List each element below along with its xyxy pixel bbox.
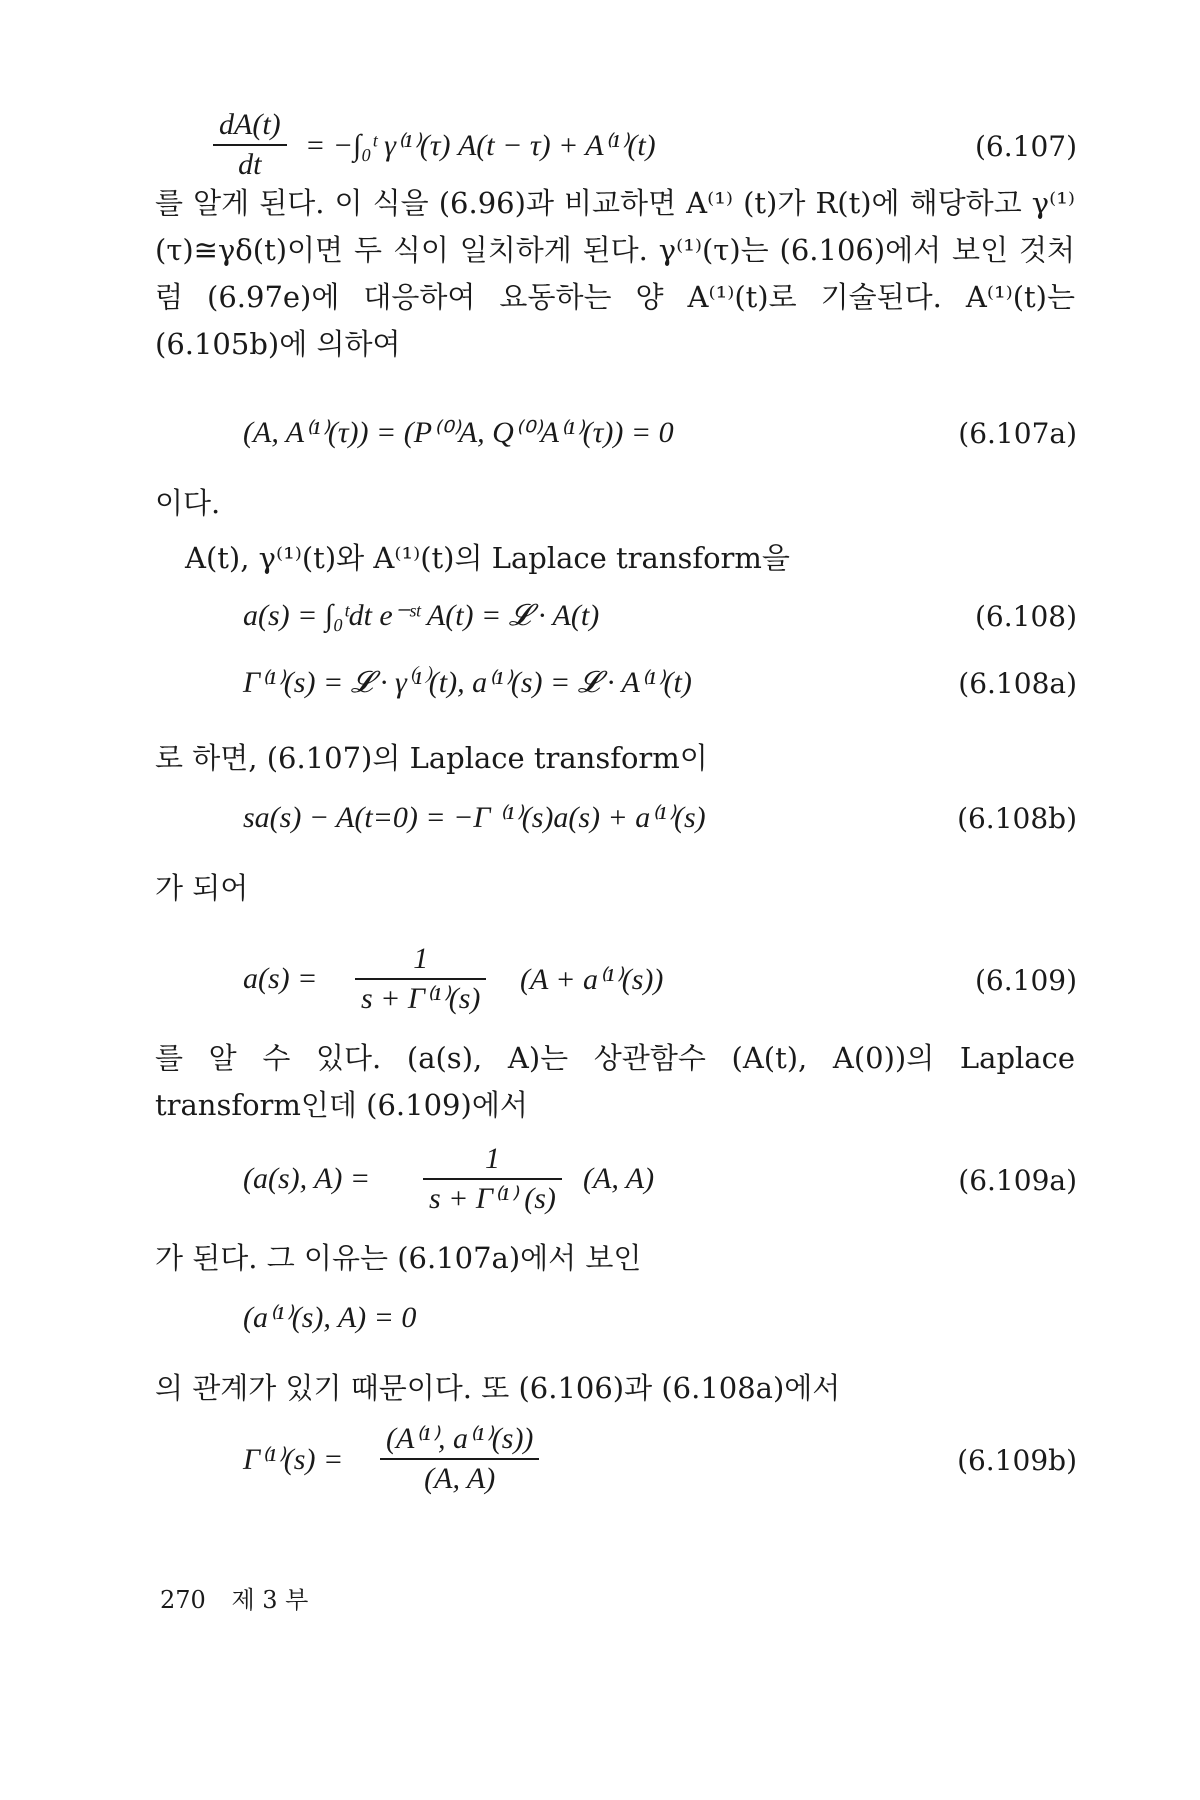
equation-body: Γ⁽¹⁾(s) = 𝓛 · γ⁽¹⁾(t), a⁽¹⁾(s) = 𝓛 · A⁽¹⁾(t): [243, 666, 692, 699]
section-label: 제 3 부: [231, 1586, 309, 1614]
equation-6-109a: [155, 1140, 1077, 1220]
equation-rhs: (A, A): [583, 1162, 655, 1195]
equation-6-107: [155, 108, 1077, 181]
paragraph: 를 알게 된다. 이 식을 (6.96)과 비교하면 A⁽¹⁾ (t)가 R(t)에 해당하고 γ⁽¹⁾(τ)≅γδ(t)이면 두 식이 일치하게 된다. γ⁽¹⁾(τ)는 (6.106)에서 보인 것처럼 (6.97e)에 대응하여 요동하는 양 A⁽¹⁾(t)로 기술된다. A⁽¹⁾(t)는 (6.105b)에 의하여: [155, 186, 1075, 361]
equation-6-109b: [155, 1420, 1077, 1500]
paragraph: 의 관계가 있기 때문이다. 또 (6.106)과 (6.108a)에서: [155, 1371, 841, 1405]
page-number: 270: [160, 1586, 206, 1614]
equation-number: (6.109): [974, 964, 1077, 997]
equation-number: (6.107a): [958, 417, 1077, 450]
fraction: $\frac{1}{\text{s + Γ⁽¹⁾ (s)}}$: [423, 1140, 562, 1218]
equation-unnumbered: [155, 1300, 1077, 1360]
paragraph: 를 알 수 있다. (a(s), A)는 상관함수 (A(t), A(0))의 Laplace transform인데 (6.109)에서: [155, 1041, 1075, 1122]
equation-body: (a⁽¹⁾(s), A) = 0: [243, 1301, 417, 1334]
fraction: $\frac{1}{\text{s + Γ⁽¹⁾(s)}}$: [355, 940, 486, 1018]
equation-lhs: a(s) =: [243, 962, 318, 995]
paragraph: 가 된다. 그 이유는 (6.107a)에서 보인: [155, 1241, 642, 1275]
paragraph: 로 하면, (6.107)의 Laplace transform이: [155, 741, 708, 775]
equation-number: (6.108): [974, 600, 1077, 633]
equation-rhs: (A + a⁽¹⁾(s)): [520, 963, 664, 996]
equation-lhs: Γ⁽¹⁾(s) =: [243, 1443, 344, 1476]
derivative-fraction: $\frac{dA(t)}{dt}$: [213, 106, 287, 184]
equation-number: (6.108a): [958, 667, 1077, 700]
equation-body: sa(s) − A(t=0) = −Γ ⁽¹⁾(s)a(s) + a⁽¹⁾(s): [243, 801, 706, 834]
equation-lhs: (a(s), A) =: [243, 1162, 371, 1195]
paragraph: A(t), γ⁽¹⁾(t)와 A⁽¹⁾(t)의 Laplace transform을: [185, 541, 790, 575]
equation-6-108: [155, 598, 1077, 658]
equation-number: (6.108b): [957, 802, 1077, 835]
equation-6-108a: [155, 665, 1077, 725]
page-footer: [160, 1580, 308, 1615]
equation-number: (6.109b): [957, 1444, 1077, 1477]
equation-number: (6.107): [974, 130, 1077, 163]
equation-rhs: = −∫₀ᵗ γ⁽¹⁾(τ) A(t − τ) + A⁽¹⁾(t): [305, 129, 656, 162]
equation-6-108b: [155, 800, 1077, 860]
equation-6-107a: [155, 415, 1077, 475]
equation-body: (A, A⁽¹⁾(τ)) = (P⁽⁰⁾A, Q⁽⁰⁾A⁽¹⁾(τ)) = 0: [243, 416, 674, 449]
equation-body: a(s) = ∫₀ᵗdt e⁻ˢᵗ A(t) = 𝓛 · A(t): [243, 599, 600, 632]
paragraph: 이다.: [155, 486, 221, 520]
equation-6-109: [155, 940, 1077, 1020]
equation-number: (6.109a): [958, 1164, 1077, 1197]
fraction: $\frac{\text{(A⁽¹⁾, a⁽¹⁾(s))}}{(A, A)}$: [380, 1420, 539, 1498]
paragraph: 가 되어: [155, 871, 249, 905]
